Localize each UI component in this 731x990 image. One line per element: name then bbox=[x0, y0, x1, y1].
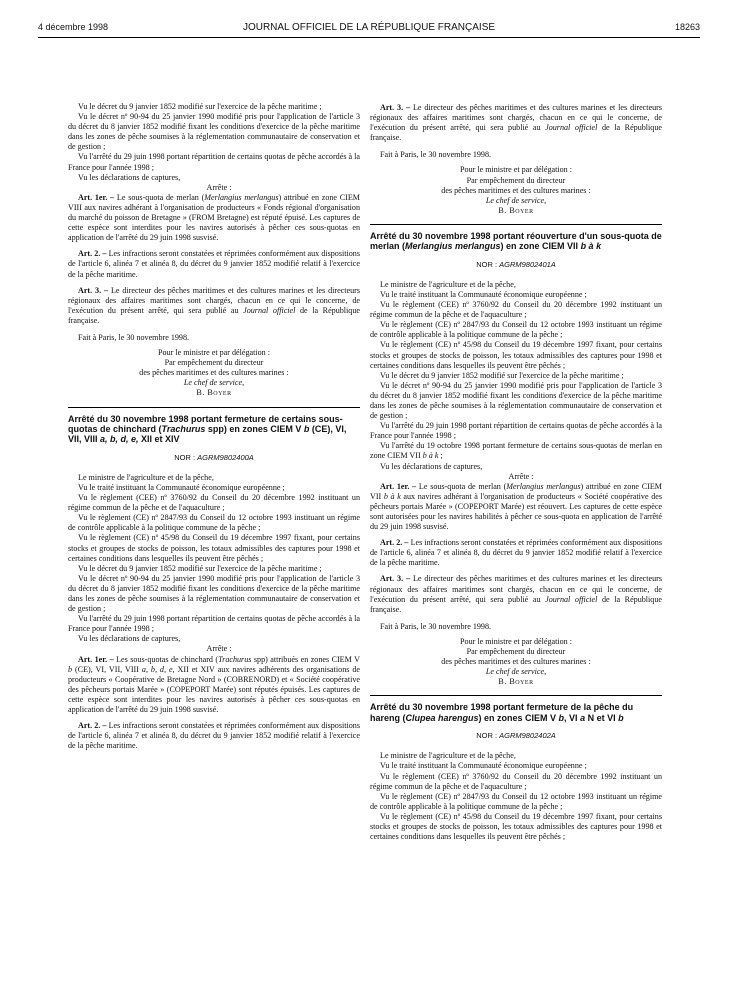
nor-reference: NOR : AGRM9802402A bbox=[476, 731, 556, 741]
visa: Vu les déclarations de captures, bbox=[78, 634, 181, 644]
date-signed: Fait à Paris, le 30 novembre 1998. bbox=[380, 621, 492, 631]
signatory-name: B. Boyer bbox=[498, 205, 534, 215]
header-date: 4 décembre 1998 bbox=[38, 22, 109, 32]
visa: Vu l'arrêté du 29 juin 1998 portant répartition de certains quotas de pêche accordés à la France pour l'année 1998 ; bbox=[68, 614, 360, 634]
article-label: Art. 3. – bbox=[78, 285, 109, 295]
decree-title: Arrêté du 30 novembre 1998 portant fermeture de certains sous-quotas de chinchard (Trachurus spp) en zones CIEM V b (CE), VI, VII, VIII a, b, d, e, XII et XIV bbox=[68, 413, 347, 445]
right-column bbox=[370, 103, 662, 842]
visa: Vu le règlement (CE) nº 2847/93 du Conseil du 12 octobre 1993 instituant un régime de contrôle applicable à la politique commune de la pêche ; bbox=[68, 513, 360, 533]
nor-reference: NOR : AGRM9802401A bbox=[476, 259, 556, 269]
arrete-heading: Arrête : bbox=[206, 644, 232, 654]
visa: Vu le traité instituant la Communauté économique européenne ; bbox=[380, 289, 587, 299]
decree-title: Arrêté du 30 novembre 1998 portant fermeture de la pêche du hareng (Clupea harengus) en zones CIEM V b, VI a N et VI b bbox=[370, 702, 634, 723]
article-label: Art. 2. – bbox=[380, 538, 409, 548]
visa: Vu le règlement (CE) nº 45/98 du Conseil du 19 décembre 1997 fixant, pour certains stocks et groupes de stocks de poisson, les totaux admissibles des captures pour 1998 et certaines conditions dans lesquelles ils peuvent être pêchés ; bbox=[68, 533, 360, 563]
article-2: Art. 2. – Les infractions seront constatées et réprimées conformément aux dispositions de l'article 6, alinéa 7 et alinéa 8, du décret du 9 janvier 1852 modifié relatif à l'exercice de la pêche maritime. bbox=[68, 721, 360, 751]
minister-line: Le ministre de l'agriculture et de la pêche, bbox=[380, 279, 516, 289]
visa: Vu le décret du 9 janvier 1852 modifié sur l'exercice de la pêche maritime ; bbox=[380, 370, 624, 380]
header-page-number: 18263 bbox=[674, 22, 700, 32]
arrete-heading: Arrête : bbox=[508, 471, 534, 481]
signature-block: Pour le ministre et par délégation : Par empêchement du directeur des pêches maritimes et des cultures marines : Le chef de service, B. Boyer bbox=[370, 165, 662, 215]
article-label: Art. 3. – bbox=[380, 103, 411, 112]
visa: Vu le décret nº 90-94 du 25 janvier 1990 modifié pris pour l'application de l'article 3 du décret du 8 janvier 1852 modifié fixant les conditions d'exercice de la pêche maritime dans les zones de pêche soumises à la réglementation communautaire de conservation et de gestion ; bbox=[68, 573, 360, 614]
visa: Vu le règlement (CEE) nº 3760/92 du Conseil du 20 décembre 1992 instituant un régime commun de la pêche et de l'aquaculture ; bbox=[370, 771, 662, 791]
visa: Vu le règlement (CE) nº 2847/93 du Conseil du 12 octobre 1993 instituant un régime de contrôle applicable à la politique commune de la pêche ; bbox=[370, 320, 662, 340]
left-column bbox=[68, 102, 360, 751]
minister-line: Le ministre de l'agriculture et de la pêche, bbox=[380, 751, 516, 761]
section-separator bbox=[68, 407, 360, 408]
visa: Vu le traité instituant la Communauté économique européenne ; bbox=[78, 482, 285, 492]
signatory-name: B. Boyer bbox=[498, 677, 534, 687]
article-3: Art. 3. – Le directeur des pêches maritimes et des cultures marines et les directeurs régionaux des affaires maritimes sont chargés, chacun en ce qui le concerne, de l'exécution du présent arrêté, qui sera publié au Journal officiel de la République française. bbox=[370, 574, 662, 614]
visa: Vu le règlement (CEE) nº 3760/92 du Conseil du 20 décembre 1992 instituant un régime commun de la pêche et de l'aquaculture ; bbox=[370, 300, 662, 320]
visa: Vu les déclarations de captures, bbox=[380, 461, 483, 471]
header-rule bbox=[38, 37, 700, 38]
article-3: Art. 3. – Le directeur des pêches maritimes et des cultures marines et les directeurs régionaux des affaires maritimes sont chargés, chacun en ce qui le concerne, de l'exécution du présent arrêté, qui sera publié au Journal officiel de la République française. bbox=[68, 285, 360, 325]
minister-line: Le ministre de l'agriculture et de la pêche, bbox=[78, 472, 214, 482]
article-1: Art. 1er. – Les sous-quotas de chinchard (Trachurus spp) attribués en zones CIEM V b (CE), VI, VII, VIII a, b, d, e, XII et XIV aux navires adhérents des organisations de producteurs « Coopérative de Bretagne Nord » (COBRENORD) et « Société coopérative des pêcheurs portais Marée » (COPEPORT Marée) sont réputés épuisés. Les captures de cette espèce sont interdites pour les navires autorisés à pêcher ces sous-quotas en application de l'arrêté du 29 juin 1998 susvisé. bbox=[68, 654, 360, 714]
date-signed: Fait à Paris, le 30 novembre 1998. bbox=[380, 150, 492, 160]
article-label: Art. 1er. – bbox=[380, 481, 417, 491]
article-1: Art. 1er. – Le sous-quota de merlan (Merlangius merlangus) attribué en zone CIEM VII b à k aux navires adhérant à l'organisation de producteurs « Société coopérative des pêcheurs portais Marée » (COPEPORT Marée) est réouvert. Les captures de cette espèce sont autorisées pour les navires habilités à pêcher ce sous-quota en application de l'arrêté du 29 juin 1998 susvisé. bbox=[370, 481, 662, 532]
section-separator bbox=[370, 695, 662, 696]
visa: Vu le décret nº 90-94 du 25 janvier 1990 modifié pris pour l'application de l'article 3 du décret du 8 janvier 1852 modifié fixant les conditions d'exercice de la pêche maritime dans les zones de pêche soumises à la réglementation communautaire de conservation et de gestion ; bbox=[370, 380, 662, 421]
signature-block: Pour le ministre et par délégation : Par empêchement du directeur des pêches maritimes et des cultures marines : Le chef de service, B. Boyer bbox=[370, 637, 662, 687]
signature-block: Pour le ministre et par délégation : Par empêchement du directeur des pêches maritimes et des cultures marines : Le chef de service, B. Boyer bbox=[68, 348, 360, 398]
article-label: Art. 3. – bbox=[380, 574, 411, 584]
article-label: Art. 2. – bbox=[78, 249, 107, 259]
visa: Vu le décret nº 90-94 du 25 janvier 1990 modifié pris pour l'application de l'article 3 du décret du 8 janvier 1852 modifié fixant les conditions d'exercice de la pêche maritime dans les zones de pêche soumises à la réglementation communautaire de conservation et de gestion ; bbox=[68, 112, 360, 152]
article-1: Art. 1er. – Le sous-quota de merlan (Merlangius merlangus) attribué en zone CIEM VIII aux navires adhérant à l'organisation de producteurs « Fonds régional d'organisation du marché du poisson de Bretagne » (FROM Bretagne) est réputé épuisé. Les captures de cette espèce sont interdites pour les navires autorisés à pêcher ces sous-quotas en application de l'arrêté du 29 juin 1998 susvisé. bbox=[68, 192, 360, 243]
visa: Vu le traité instituant la Communauté économique européenne ; bbox=[380, 761, 587, 771]
article-2: Art. 2. – Les infractions seront constatées et réprimées conformément aux dispositions de l'article 6, alinéa 7 et alinéa 8, du décret du 9 janvier 1852 modifié relatif à l'exercice de la pêche maritime. bbox=[370, 538, 662, 568]
visa: Vu le règlement (CE) nº 45/98 du Conseil du 19 décembre 1997 fixant, pour certains stocks et groupes de stocks de poisson, les totaux admissibles des captures pour 1998 et certaines conditions dans lesquelles ils peuvent être pêchés ; bbox=[370, 811, 662, 842]
nor-reference: NOR : AGRM9802400A bbox=[174, 452, 254, 462]
visa: Vu l'arrêté du 29 juin 1998 portant répartition de certains quotas de pêche accordés à la France pour l'année 1998 ; bbox=[370, 421, 662, 441]
article-2: Art. 2. – Les infractions seront constatées et réprimées conformément aux dispositions de l'article 6, alinéa 7 et alinéa 8, du décret du 9 janvier 1852 modifié relatif à l'exercice de la pêche maritime. bbox=[68, 249, 360, 279]
visa: Vu l'arrêté du 19 octobre 1998 portant fermeture de certains sous-quotas de merlan en zone CIEM VII b à k ; bbox=[370, 441, 662, 461]
page-header bbox=[38, 22, 700, 36]
article-label: Art. 1er. – bbox=[78, 654, 114, 664]
visa: Vu le règlement (CE) nº 45/98 du Conseil du 19 décembre 1997 fixant, pour certains stocks et groupes de stocks de poisson, les totaux admissibles des captures pour 1998 et certaines conditions dans lesquelles ils peuvent être pêchés ; bbox=[370, 340, 662, 370]
visa: Vu le règlement (CE) nº 2847/93 du Conseil du 12 octobre 1993 instituant un régime de contrôle applicable à la politique commune de la pêche ; bbox=[370, 791, 662, 811]
header-journal-title: JOURNAL OFFICIEL DE LA RÉPUBLIQUE FRANÇAISE bbox=[242, 22, 496, 33]
arrete-heading: Arrête : bbox=[206, 182, 232, 192]
species-name: Merlangius merlangus bbox=[204, 192, 279, 202]
visa: Vu les déclarations de captures, bbox=[78, 172, 181, 182]
decree-title: Arrêté du 30 novembre 1998 portant réouverture d'un sous-quota de merlan (Merlangius merlangus) en zone CIEM VII b à k bbox=[370, 230, 662, 252]
visa: Vu le décret du 9 janvier 1852 modifié sur l'exercice de la pêche maritime ; bbox=[78, 102, 322, 111]
article-label: Art. 1er. – bbox=[78, 192, 115, 202]
signatory-name: B. Boyer bbox=[196, 388, 232, 398]
article-label: Art. 2. – bbox=[78, 721, 107, 731]
visa: Vu l'arrêté du 29 juin 1998 portant répartition de certains quotas de pêche accordés à la France pour l'année 1998 ; bbox=[68, 152, 360, 172]
visa: Vu le décret du 9 janvier 1852 modifié sur l'exercice de la pêche maritime ; bbox=[78, 563, 322, 573]
visa: Vu le règlement (CEE) nº 3760/92 du Conseil du 20 décembre 1992 instituant un régime commun de la pêche et de l'aquaculture ; bbox=[68, 493, 360, 513]
article-3: Art. 3. – Le directeur des pêches maritimes et des cultures marines et les directeurs régionaux des affaires maritimes sont chargés, chacun en ce qui le concerne, de l'exécution du présent arrêté, qui sera publié au Journal officiel de la République française. bbox=[370, 103, 662, 143]
section-separator bbox=[370, 224, 662, 225]
date-signed: Fait à Paris, le 30 novembre 1998. bbox=[78, 332, 190, 342]
